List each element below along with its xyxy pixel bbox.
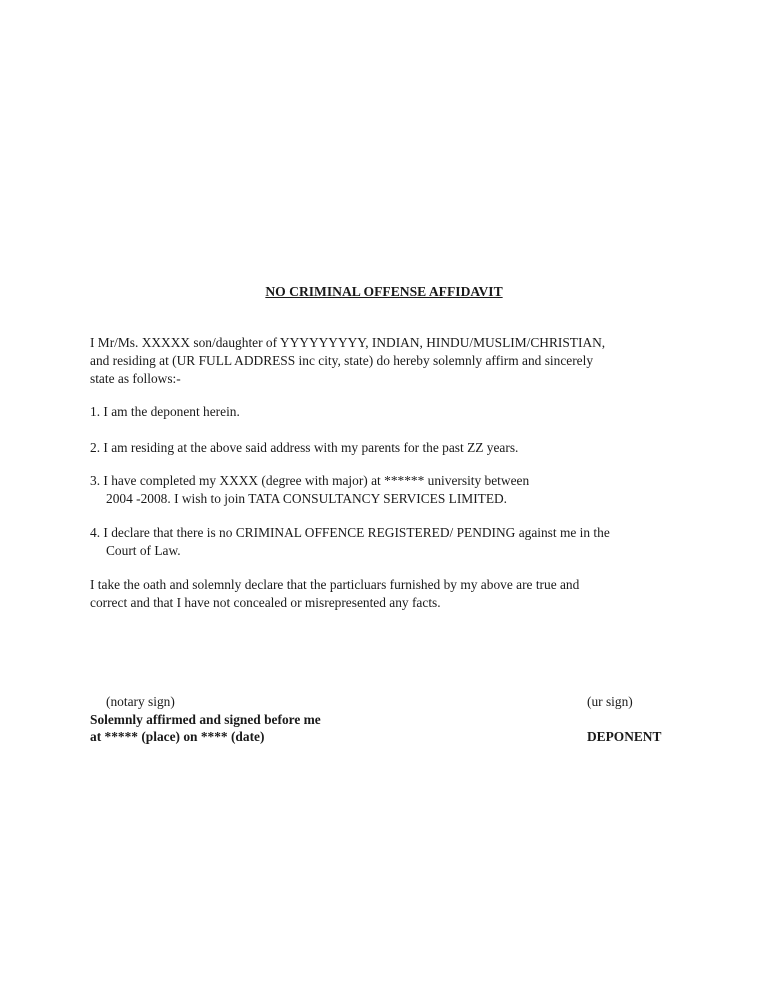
intro-paragraph [90,334,690,388]
affirmation-line: Solemnly affirmed and signed before me [90,712,321,727]
oath-line: correct and that I have not concealed or misrepresented any facts. [90,595,441,610]
item-3 [90,472,690,508]
notary-sign-label: (notary sign) [106,694,175,709]
intro-line: state as follows:- [90,371,181,386]
item-4 [90,524,690,560]
item-text: 2. I am residing at the above said address with my parents for the past ZZ years. [90,440,519,455]
item-text: 4. I declare that there is no CRIMINAL OFFENCE REGISTERED/ PENDING against me in the [90,525,610,540]
item-text-continued: Court of Law. [106,543,181,558]
item-1 [90,403,690,421]
item-2 [90,439,690,457]
item-text: 1. I am the deponent herein. [90,404,240,419]
oath-line: I take the oath and solemnly declare that the particluars furnished by my above are true and [90,577,580,592]
ur-sign-label: (ur sign) [587,694,633,709]
item-text-continued: 2004 -2008. I wish to join TATA CONSULTANCY SERVICES LIMITED. [106,491,508,506]
oath-paragraph [90,576,690,612]
deponent-label: DEPONENT [587,729,662,744]
document-title: NO CRIMINAL OFFENSE AFFIDAVIT [265,284,503,299]
item-text: 3. I have completed my XXXX (degree with major) at ****** university between [90,473,530,488]
intro-line: and residing at (UR FULL ADDRESS inc city, state) do hereby solemnly affirm and sincerely [90,353,594,368]
place-date-line: at ***** (place) on **** (date) [90,729,265,744]
intro-line: I Mr/Ms. XXXXX son/daughter of YYYYYYYYY, INDIAN, HINDU/MUSLIM/CHRISTIAN, [90,335,606,350]
